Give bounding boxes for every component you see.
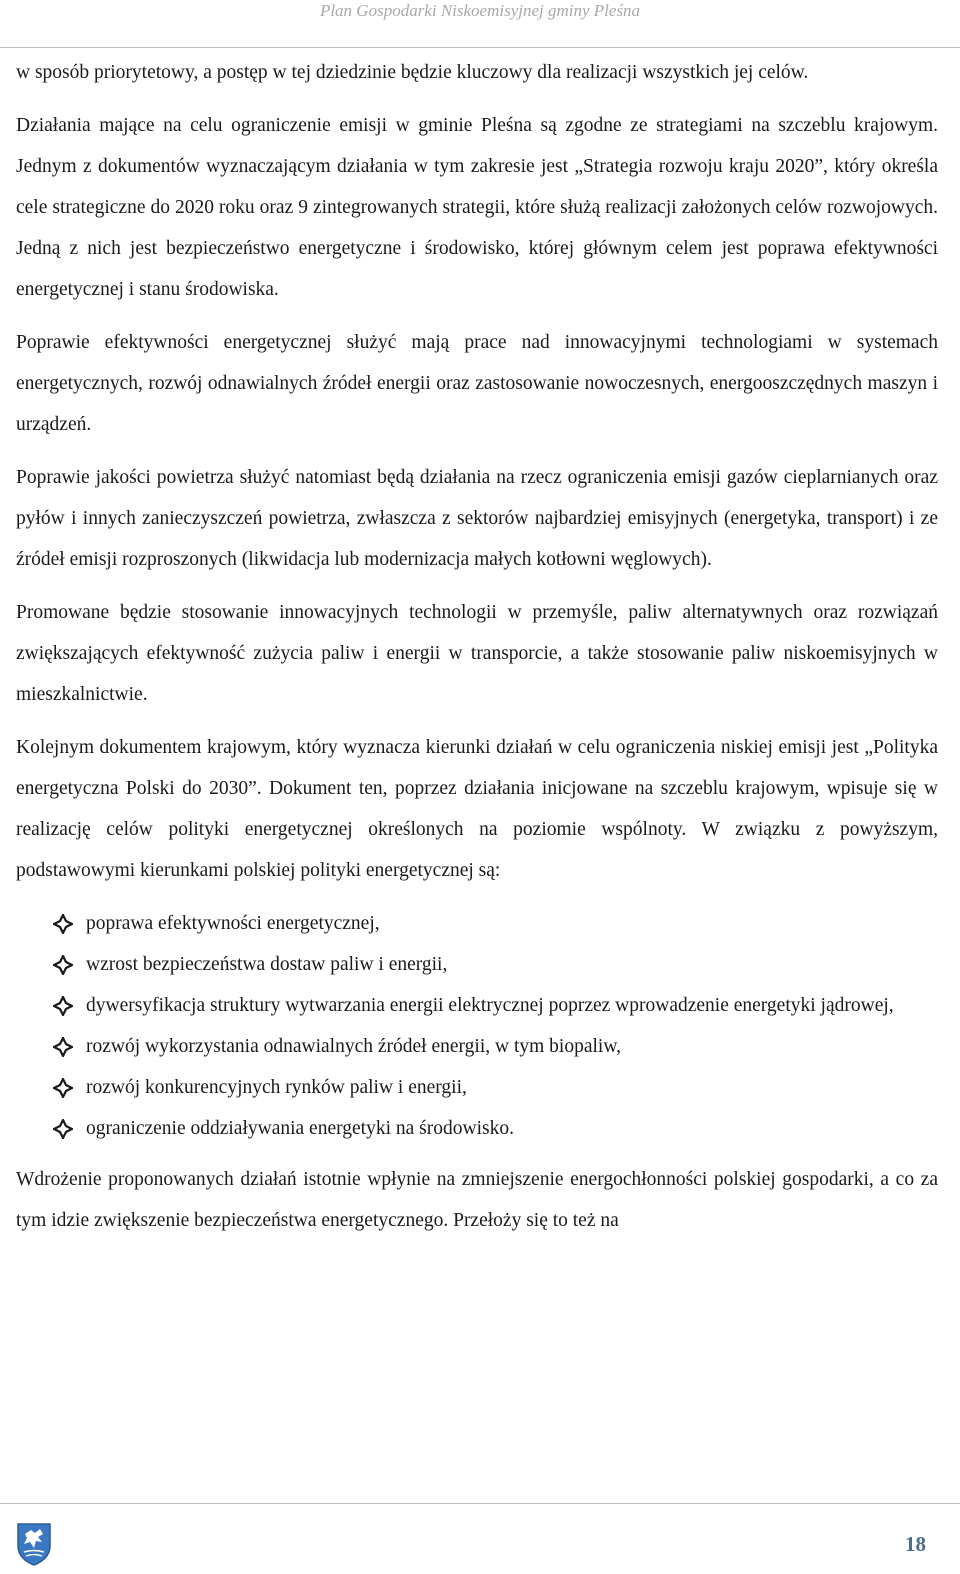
footer-divider — [0, 1503, 960, 1504]
paragraph: w sposób priorytetowy, a postęp w tej dziedzinie będzie kluczowy dla realizacji wszystkich jej celów. — [16, 62, 809, 83]
diamond-bullet-icon — [52, 903, 74, 944]
paragraph: Promowane będzie stosowanie innowacyjnych technologii w przemyśle, paliw alternatywnych oraz rozwiązań zwiększających efektywność zużycia paliw i energii w transporcie, a także stosowanie paliw niskoemisyjnych w mieszkalnictwie. — [16, 602, 938, 705]
diamond-bullet-icon — [52, 985, 74, 1026]
closing-paragraph: Wdrożenie proponowanych działań istotnie wpłynie na zmniejszenie energochłonności polskiej gospodarki, a co za tym idzie zwiększenie bezpieczeństwa energetycznego. Przełoży się to też na — [16, 1169, 938, 1231]
list-item — [16, 1026, 938, 1067]
list-item — [16, 1108, 938, 1149]
diamond-bullet-icon — [52, 1026, 74, 1067]
paragraph: Działania mające na celu ograniczenie emisji w gminie Pleśna są zgodne ze strategiami na szczeblu krajowym. Jednym z dokumentów wyznaczającym działania w tym zakresie jest „Strategia rozwoju kraju 2020”, który określa cele strategiczne do 2020 roku oraz 9 zintegrowanych strategii, które służą realizacji założonych celów rozwojowych. Jedną z nich jest bezpieczeństwo energetyczne i środowisko, której głównym celem jest poprawa efektywności energetycznej i stanu środowiska. — [16, 115, 938, 300]
list-item-text: wzrost bezpieczeństwa dostaw paliw i energii, — [86, 954, 448, 975]
list-item-text: rozwój wykorzystania odnawialnych źródeł energii, w tym biopaliw, — [86, 1036, 622, 1057]
document-body — [16, 52, 938, 1253]
paragraph: Poprawie jakości powietrza służyć natomiast będą działania na rzecz ograniczenia emisji gazów cieplarnianych oraz pyłów i innych zanieczyszczeń powietrza, zwłaszcza z sektorów najbardziej emisyjnych (energetyka, transport) i ze źródeł emisji rozproszonych (likwidacja lub modernizacja małych kotłowni węglowych). — [16, 467, 938, 570]
coat-of-arms-icon — [16, 1522, 52, 1566]
diamond-bullet-icon — [52, 944, 74, 985]
diamond-bullet-icon — [52, 1067, 74, 1108]
page-header-title: Plan Gospodarki Niskoemisyjnej gminy Pleśna — [319, 1, 641, 20]
header-divider — [0, 47, 960, 48]
list-item-text: dywersyfikacja struktury wytwarzania energii elektrycznej poprzez wprowadzenie energetyki jądrowej, — [86, 995, 894, 1016]
list-item-text: rozwój konkurencyjnych rynków paliw i energii, — [86, 1077, 467, 1098]
list-item-text: poprawa efektywności energetycznej, — [86, 913, 380, 934]
list-item — [16, 944, 938, 985]
list-item — [16, 903, 938, 944]
list-item — [16, 985, 938, 1026]
list-item-text: ograniczenie oddziaływania energetyki na środowisko. — [86, 1118, 514, 1139]
paragraph: Kolejnym dokumentem krajowym, który wyznacza kierunki działań w celu ograniczenia niskiej emisji jest „Polityka energetyczna Polski do 2030”. Dokument ten, poprzez działania inicjowane na szczeblu krajowym, wpisuje się w realizację celów polityki energetycznej określonych na poziomie wspólnoty. W związku z powyższym, podstawowymi kierunkami polskiej polityki energetycznej są: — [16, 737, 938, 881]
paragraph: Poprawie efektywności energetycznej służyć mają prace nad innowacyjnymi technologiami w systemach energetycznych, rozwój odnawialnych źródeł energii oraz zastosowanie nowoczesnych, energooszczędnych maszyn i urządzeń. — [16, 332, 938, 435]
diamond-bullet-icon — [52, 1108, 74, 1149]
policy-directions-list — [16, 903, 938, 1149]
list-item — [16, 1067, 938, 1108]
page-number: 18 — [905, 1532, 926, 1556]
